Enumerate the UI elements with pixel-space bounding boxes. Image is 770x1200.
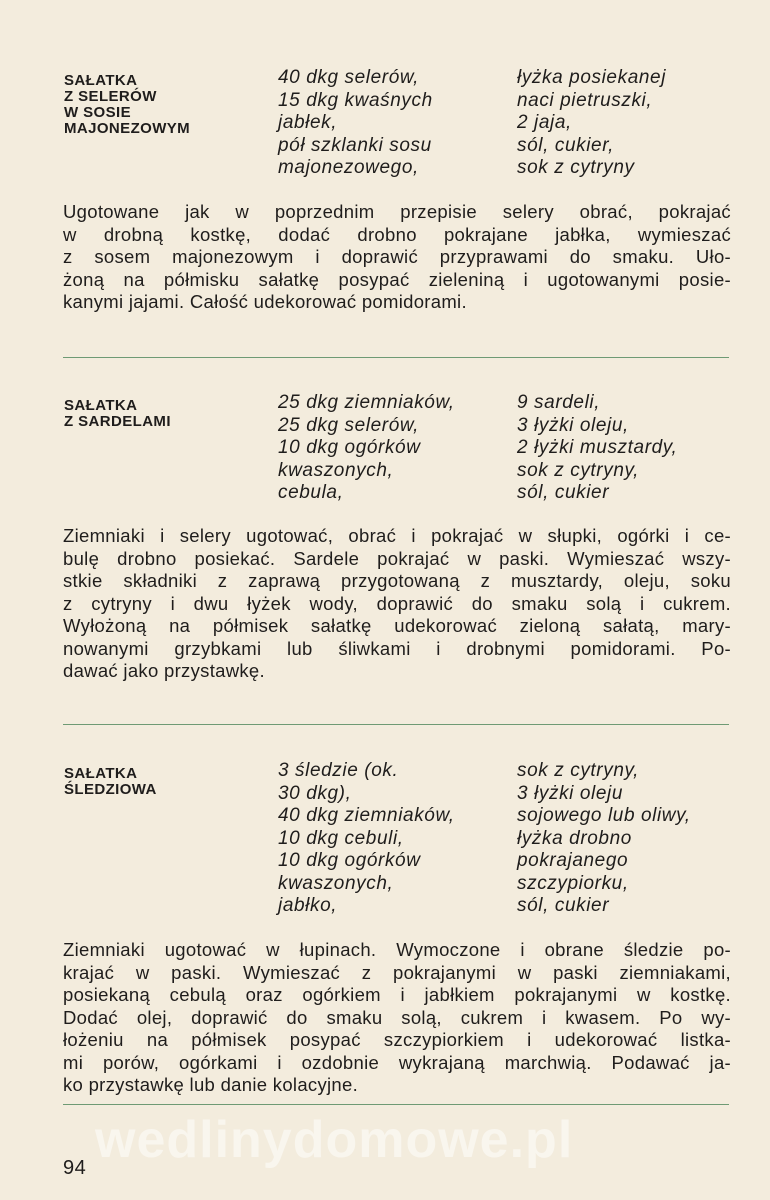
ingredient-line: 2 łyżki musztardy, [517, 437, 678, 458]
ingredient-line: majonezowego, [278, 157, 419, 178]
instruction-line: Ziemniaki ugotować w łupinach. Wymoczone i obrane śledzie po- [63, 939, 731, 960]
ingredient-line: sól, cukier, [517, 134, 614, 156]
instruction-line: z cytryny i dwu łyżek wody, doprawić do smaku solą i cukrem. [63, 592, 731, 614]
instruction-line: Ugotowane jak w poprzednim przepisie selery obrać, pokrajać [63, 201, 731, 222]
ingredient-line: 3 łyżki oleju [517, 782, 624, 804]
ingredients-column-1 [278, 67, 433, 180]
instruction-line: żoną na półmisku sałatkę posypać zieleniną i ugotowanymi posie- [63, 268, 731, 290]
instruction-line: dawać jako przystawkę. [63, 660, 265, 681]
instruction-line: bulę drobno posiekać. Sardele pokrajać w paski. Wymieszać wszy- [63, 547, 731, 569]
ingredient-line: 30 dkg), [278, 782, 352, 804]
ingredient-line: 40 dkg selerów, [278, 67, 420, 88]
ingredient-line: 40 dkg ziemniaków, [278, 805, 455, 826]
recipe-title [64, 766, 157, 798]
ingredient-line: 10 dkg ogórków [278, 437, 421, 458]
ingredient-line: 3 śledzie (ok. [278, 760, 399, 781]
ingredient-line: 2 jaja, [517, 112, 572, 133]
ingredient-line: łyżka posiekanej [517, 67, 667, 88]
instruction-line: Wyłożoną na półmisek sałatkę udekorować zieloną sałatą, mary- [63, 615, 731, 636]
section-divider [63, 724, 729, 725]
instruction-line: kanymi jajami. Całość udekorować pomidorami. [63, 291, 467, 312]
ingredient-line: sól, cukier [517, 482, 610, 503]
instruction-line: Dodać olej, doprawić do smaku solą, cukrem i kwasem. Po wy- [63, 1006, 731, 1028]
page-number: 94 [63, 1157, 87, 1179]
title-line: W SOSIE [64, 104, 131, 121]
instruction-line: mi porów, ogórkami i ozdobnie wykrajaną marchwią. Podawać ja- [63, 1051, 731, 1073]
ingredient-line: sól, cukier [517, 895, 610, 916]
title-line: ŚLEDZIOWA [64, 781, 157, 798]
title-line: SAŁATKA [64, 72, 138, 89]
instruction-line: posiekaną cebulą oraz ogórkiem i jabłkiem pokrajanymi w kostkę. [63, 984, 731, 1005]
ingredient-line: sok z cytryny [517, 157, 635, 178]
ingredient-line: 9 sardeli, [517, 392, 601, 413]
ingredient-line: łyżka drobno [517, 827, 632, 849]
instruction-line: stkie składniki z zaprawą przygotowaną z musztardy, oleju, soku [63, 570, 731, 591]
title-line: SAŁATKA [64, 765, 138, 782]
ingredients-column-2 [517, 760, 691, 918]
ingredient-line: 25 dkg ziemniaków, [278, 392, 455, 413]
title-line: Z SARDELAMI [64, 413, 171, 430]
footer-divider [63, 1104, 729, 1105]
instruction-line: nowanymi grzybkami lub śliwkami i drobnymi pomidorami. Po- [63, 637, 731, 659]
ingredient-line: 15 dkg kwaśnych [278, 89, 433, 111]
ingredient-line: naci pietruszki, [517, 89, 653, 111]
recipe-title [64, 73, 190, 137]
ingredient-line: 10 dkg cebuli, [278, 827, 404, 849]
ingredient-line: pół szklanki sosu [278, 134, 432, 156]
ingredient-line: cebula, [278, 482, 344, 503]
title-line: Z SELERÓW [64, 88, 157, 105]
instruction-line: z sosem majonezowym i doprawić przyprawami do smaku. Uło- [63, 246, 731, 267]
title-line: MAJONEZOWYM [64, 120, 191, 137]
recipe-instructions [63, 939, 731, 1097]
ingredient-line: kwaszonych, [278, 459, 394, 481]
recipe-instructions [63, 525, 731, 683]
ingredient-line: jabłko, [278, 895, 338, 916]
recipe-instructions [63, 201, 731, 314]
ingredient-line: sok z cytryny, [517, 459, 640, 481]
watermark: wedlinydomowe.pl [95, 1111, 574, 1169]
ingredient-line: 3 łyżki oleju, [517, 414, 629, 436]
ingredient-line: sok z cytryny, [517, 760, 640, 781]
ingredient-line: pokrajanego [517, 850, 629, 871]
ingredient-line: 10 dkg ogórków [278, 850, 421, 871]
ingredient-line: kwaszonych, [278, 872, 394, 894]
ingredients-column-2 [517, 392, 677, 505]
ingredients-column-1 [278, 392, 455, 505]
title-line: SAŁATKA [64, 397, 138, 414]
ingredients-column-1 [278, 760, 455, 918]
ingredient-line: jabłek, [278, 112, 338, 133]
ingredient-line: sojowego lub oliwy, [517, 805, 691, 826]
instruction-line: łożeniu na półmisek posypać szczypiorkiem i udekorować listka- [63, 1029, 731, 1050]
instruction-line: krajać w paski. Wymieszać z pokrajanymi w paski ziemniakami, [63, 961, 731, 983]
instruction-line: ko przystawkę lub danie kolacyjne. [63, 1074, 359, 1095]
instruction-line: Ziemniaki i selery ugotować, obrać i pokrajać w słupki, ogórki i ce- [63, 525, 731, 546]
recipe-title [64, 398, 171, 430]
ingredient-line: 25 dkg selerów, [278, 414, 420, 436]
section-divider [63, 357, 729, 358]
instruction-line: w drobną kostkę, dodać drobno pokrajane jabłka, wymieszać [63, 223, 731, 245]
ingredient-line: szczypiorku, [517, 872, 629, 894]
ingredients-column-2 [517, 67, 666, 180]
